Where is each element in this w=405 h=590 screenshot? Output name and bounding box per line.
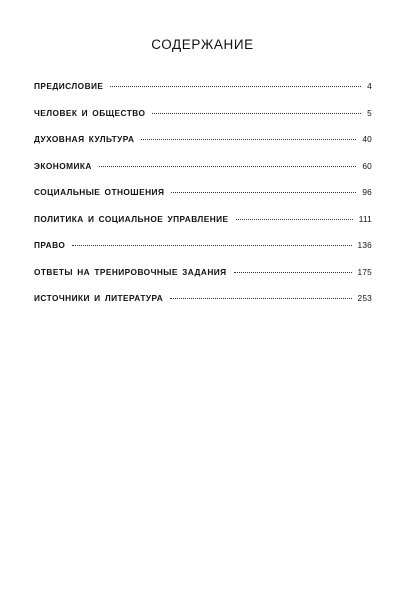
toc-entry-label: ПРАВО — [34, 240, 66, 250]
dot-leader — [72, 245, 351, 246]
toc-entry-page: 136 — [357, 240, 372, 250]
dot-leader — [152, 113, 361, 114]
toc-entry-page: 253 — [357, 293, 372, 303]
toc-entry-law — [34, 239, 372, 266]
toc-entry-human-and-society — [34, 107, 372, 134]
toc-entry-social-relations — [34, 186, 372, 213]
toc-entry-label: ПОЛИТИКА И СОЦИАЛЬНОЕ УПРАВЛЕНИЕ — [34, 213, 229, 224]
toc-entry-page: 4 — [367, 81, 372, 91]
toc-entry-label: СОЦИАЛЬНЫЕ ОТНОШЕНИЯ — [34, 187, 165, 197]
dot-leader — [99, 166, 357, 167]
toc-entry-page: 111 — [358, 213, 372, 224]
toc-entry-label: ЧЕЛОВЕК И ОБЩЕСТВО — [34, 107, 146, 118]
toc-entry-label: ИСТОЧНИКИ И ЛИТЕРАТУРА — [34, 293, 164, 303]
dot-leader — [141, 139, 356, 140]
dot-leader — [170, 298, 351, 299]
toc-entry-page: 60 — [362, 160, 372, 171]
toc-entry-label: ОТВЕТЫ НА ТРЕНИРОВОЧНЫЕ ЗАДАНИЯ — [34, 266, 227, 277]
dot-leader — [171, 192, 356, 193]
toc-entry-preface — [34, 80, 372, 107]
toc-entry-label: ДУХОВНАЯ КУЛЬТУРА — [34, 134, 135, 144]
toc-entry-page: 5 — [367, 107, 372, 118]
toc-title: СОДЕРЖАНИЕ — [151, 37, 254, 52]
table-of-contents — [34, 80, 372, 319]
dot-leader — [110, 86, 361, 87]
toc-entry-spiritual-culture — [34, 133, 372, 160]
dot-leader — [234, 272, 352, 273]
toc-entry-sources — [34, 292, 372, 319]
toc-entry-page: 175 — [357, 266, 372, 277]
toc-entry-page: 96 — [362, 187, 372, 197]
toc-entry-politics — [34, 213, 372, 240]
toc-entry-answers — [34, 266, 372, 293]
toc-entry-label: ПРЕДИСЛОВИЕ — [34, 81, 104, 91]
toc-entry-economics — [34, 160, 372, 187]
toc-entry-label: ЭКОНОМИКА — [34, 160, 92, 171]
toc-entry-page: 40 — [362, 134, 372, 144]
dot-leader — [236, 219, 353, 220]
